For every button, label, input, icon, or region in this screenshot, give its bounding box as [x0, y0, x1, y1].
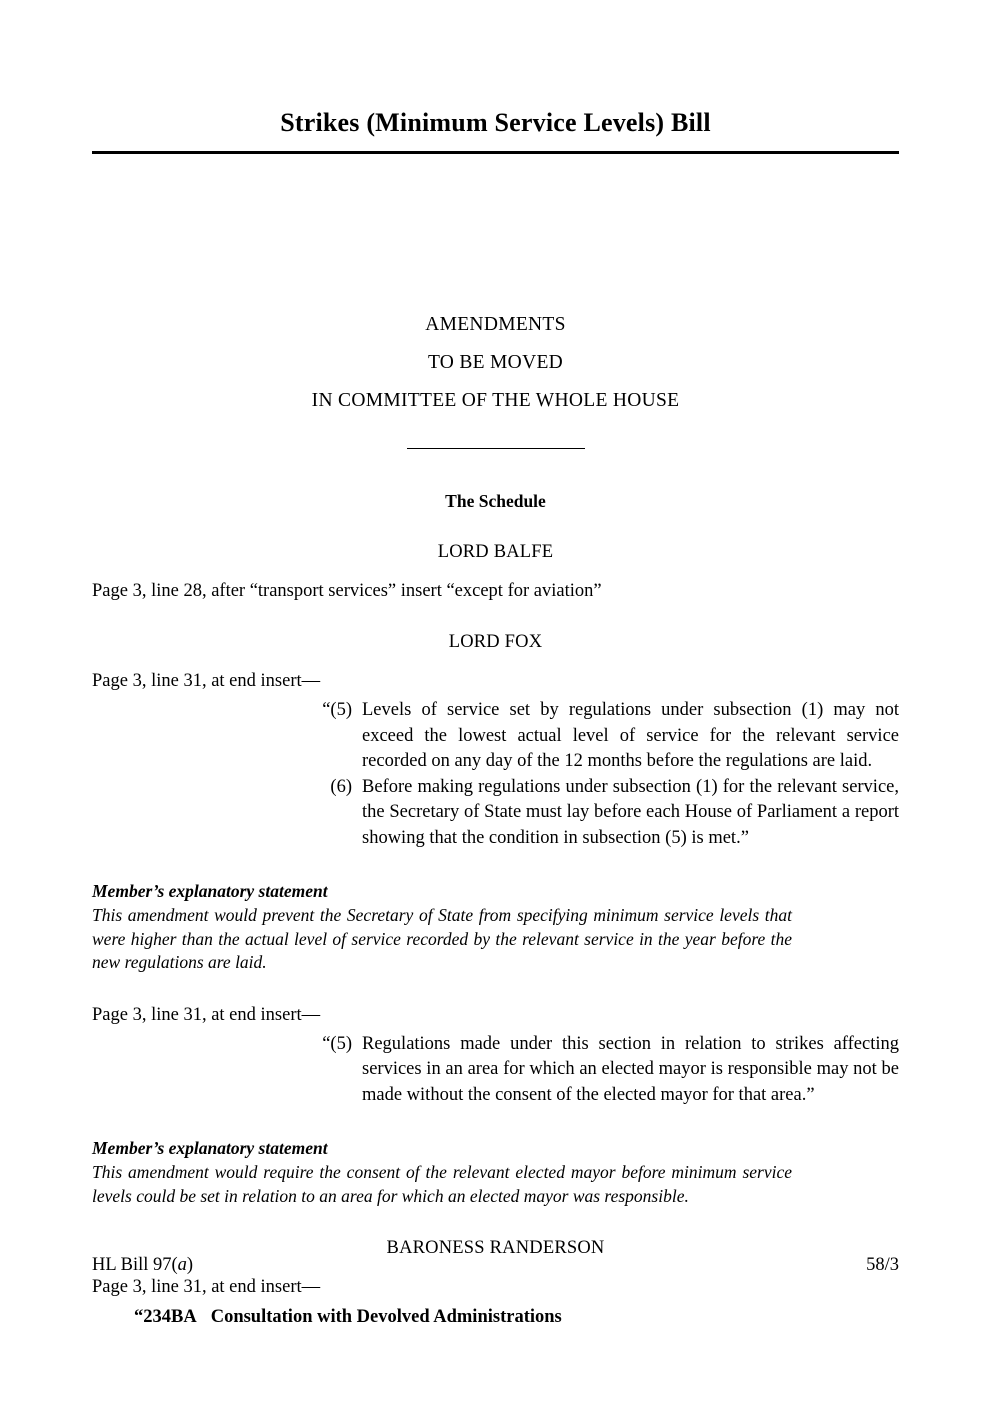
footer-bill-prefix: HL Bill 97( — [92, 1255, 178, 1275]
heading-short-divider — [407, 448, 585, 449]
amendments-heading-block — [92, 306, 899, 449]
subsection-item — [314, 775, 899, 852]
amendment-leadin-4: Page 3, line 31, at end insert— — [92, 1277, 321, 1297]
inserted-section-heading — [134, 1307, 899, 1328]
footer-bill-italic: a — [177, 1255, 187, 1275]
member-name-baroness-randerson: BARONESS RANDERSON — [386, 1238, 605, 1258]
explanatory-statement-heading: Member’s explanatory statement — [92, 1138, 328, 1158]
heading-line-in-committee: IN COMMITTEE OF THE WHOLE HOUSE — [311, 390, 680, 411]
explanatory-statement-text: This amendment would prevent the Secretary of State from specifying minimum service levels that were higher than the actual level of service recorded by the relevant service in the year before the new regulations are laid. — [92, 905, 792, 972]
footer-bill-number — [92, 1255, 193, 1276]
amendment-leadin-3: Page 3, line 31, at end insert— — [92, 1004, 321, 1025]
subsection-number: “(5) — [322, 700, 352, 720]
subsection-text: Levels of service set by regulations under subsection (1) may not exceed the lowest actual level of service for the relevant service recorded on any day of the 12 months before the regulations are laid. — [362, 700, 899, 771]
footer-bill-suffix: ) — [186, 1255, 194, 1275]
footer-page-code: 58/3 — [866, 1255, 899, 1275]
subsection-number: “(5) — [322, 1033, 352, 1054]
page-footer — [92, 1255, 899, 1276]
amendment-2-subsections — [314, 698, 899, 851]
amendment-leadin-1: Page 3, line 28, after “transport services” insert “except for aviation” — [92, 581, 602, 601]
inserted-section-number: “234BA — [134, 1307, 197, 1327]
heading-line-to-be-moved: TO BE MOVED — [427, 352, 564, 373]
member-name-lord-balfe: LORD BALFE — [437, 542, 554, 562]
document-content — [92, 0, 899, 1328]
amendment-leadin-2: Page 3, line 31, at end insert— — [92, 671, 321, 691]
member-name-lord-fox: LORD FOX — [448, 632, 543, 652]
subsection-text: Before making regulations under subsection (1) for the relevant service, the Secretary of State must lay before each House of Parliament a report showing that the condition in subsection (5) is met.” — [362, 776, 899, 848]
subsection-item — [314, 698, 899, 775]
title-divider — [92, 151, 899, 154]
section-heading-the-schedule: The Schedule — [445, 491, 546, 511]
heading-line-amendments: AMENDMENTS — [425, 314, 566, 335]
subsection-text: Regulations made under this section in relation to strikes affecting services in an area for which an elected mayor is responsible may not be made without the consent of the elected mayor for that area.” — [362, 1033, 899, 1105]
subsection-item — [314, 1032, 899, 1109]
subsection-number: (6) — [330, 776, 352, 797]
explanatory-statement-heading: Member’s explanatory statement — [92, 881, 328, 901]
page-title: Strikes (Minimum Service Levels) Bill — [280, 108, 711, 137]
amendment-3-subsections — [314, 1032, 899, 1109]
inserted-section-title: Consultation with Devolved Administrations — [210, 1307, 562, 1327]
explanatory-statement-text: This amendment would require the consent of the relevant elected mayor before minimum service levels could be set in relation to an area for which an elected mayor was responsible. — [92, 1162, 792, 1206]
